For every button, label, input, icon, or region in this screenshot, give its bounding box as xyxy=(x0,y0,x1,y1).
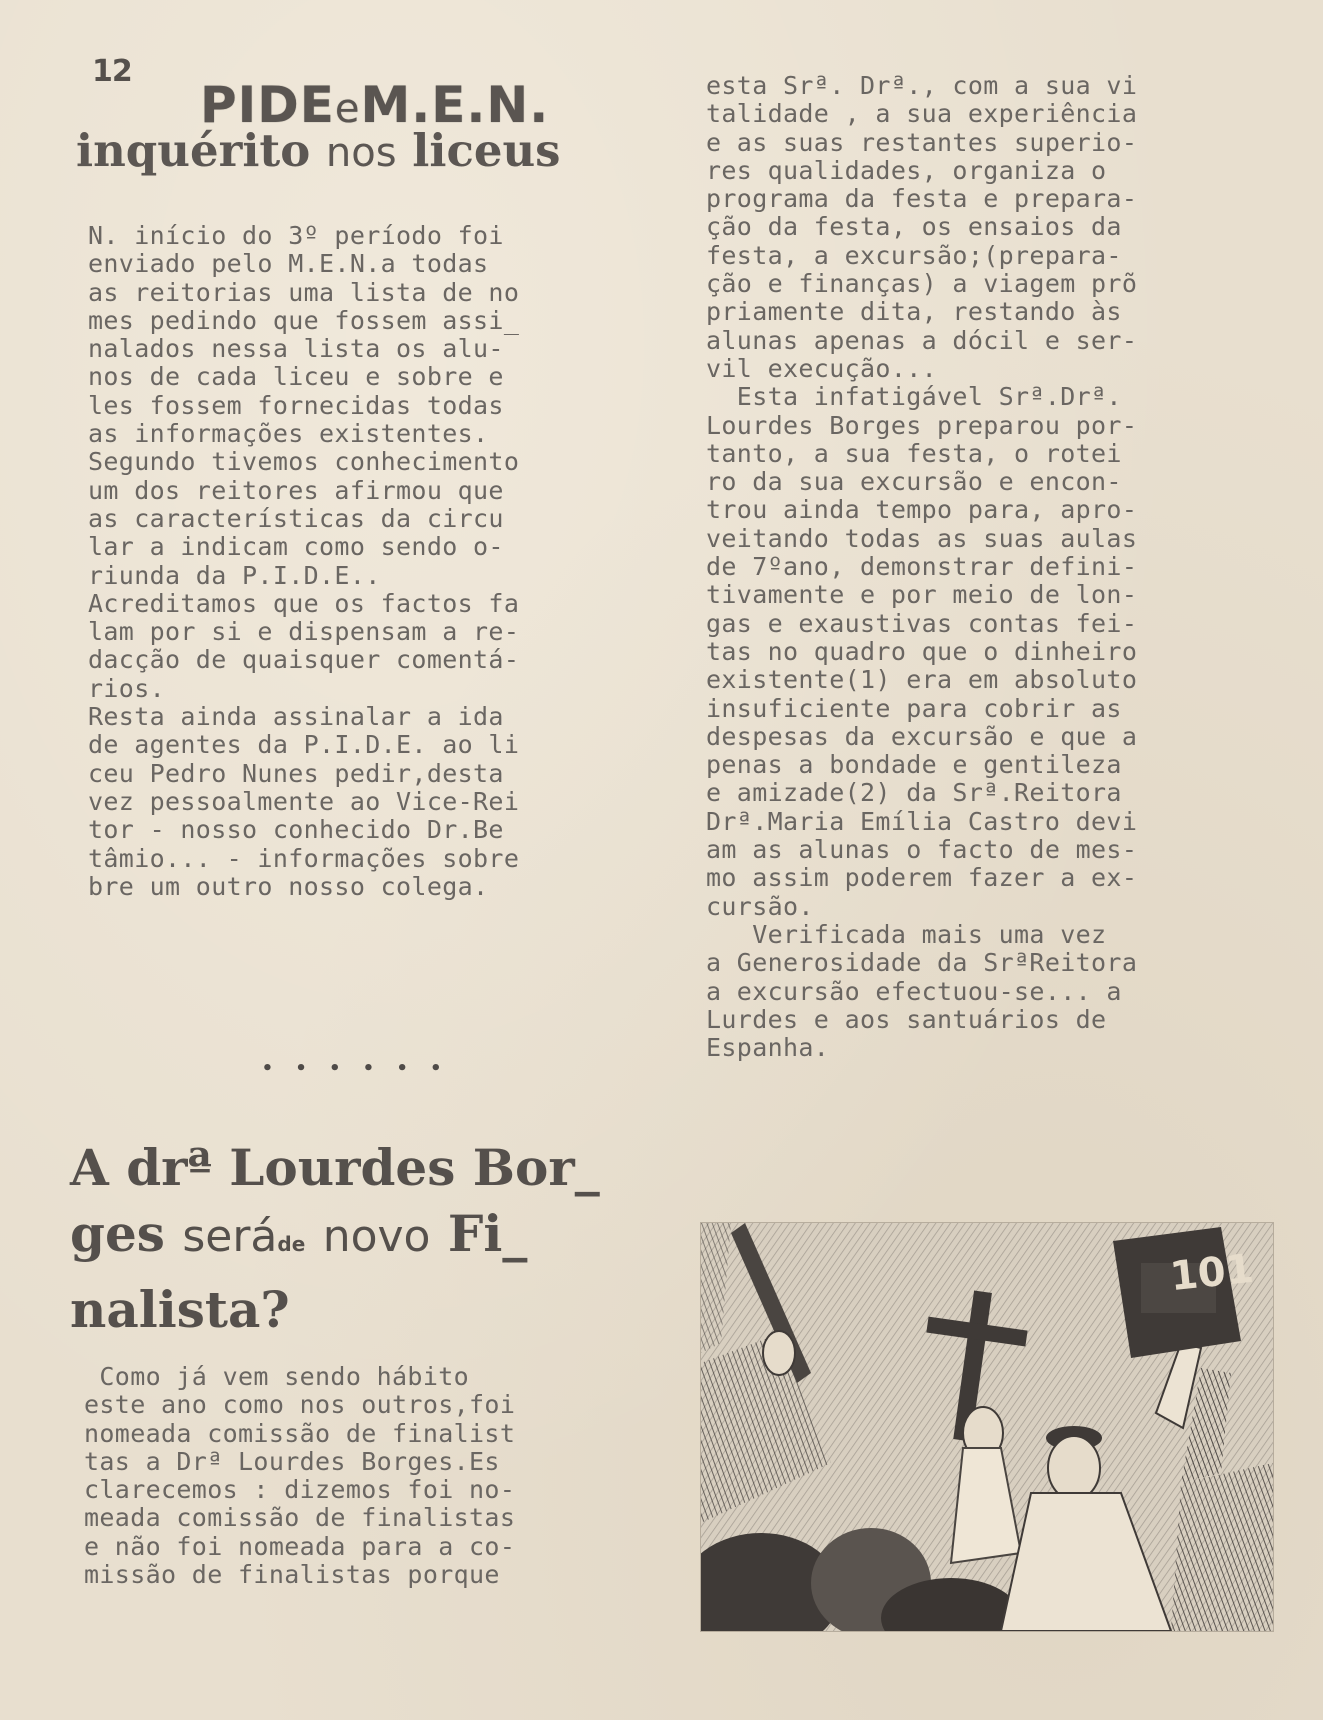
headline-word-liceus: liceus xyxy=(412,124,561,177)
article2-headline-line2-word3: de xyxy=(277,1232,306,1256)
headline-word-pide: PIDE xyxy=(200,76,335,134)
article2-headline-line2-word1: ges xyxy=(70,1204,165,1263)
article2-headline-line1: A drª Lourdes Bor_ xyxy=(70,1138,600,1197)
article2-body: Como já vem sendo hábito este ano como nos outros,foi nomeada comissão de finalist tas a Drª Lourdes Borges.Es clarecemos : dizemos foi no- meada comissão de finalistas e não foi nomeada para a co- missão de finalistas porque xyxy=(84,1362,516,1590)
article2-headline-line2-word2: será xyxy=(182,1211,278,1262)
article1-headline-line2 xyxy=(76,124,561,177)
section-separator: • • • • • • xyxy=(262,1058,448,1079)
article2-headline xyxy=(70,1135,600,1343)
article2-headline-line2-word4: novo xyxy=(322,1211,431,1262)
headline-word-men: M.E.N. xyxy=(360,76,550,134)
headline-word-inquerito: inquérito xyxy=(76,124,311,177)
article2-body-continued: esta Srª. Drª., com a sua vi talidade , a sua experiência e as suas restantes superio- res qualidades, organiza o programa da festa e prepara- ção da festa, os ensaios da festa, a excursão;(prepara- ção e finanças) a viagem prõ priamente dita, restando às alunas apenas a dócil e ser- vil execução... Esta infatigável Srª.Drª. Lourdes Borges preparou por- tanto, a sua festa, o rotei ro da sua excursão e encon- trou ainda tempo para, apro- veitando todas as suas aulas de 7ºano, demonstrar defini- tivamente e por meio de lon- gas e exaustivas contas fei- tas no quadro que o dinheiro existente(1) era em absoluto insuficiente para cobrir as despesas da excursão e que a penas a bondade e gentileza e amizade(2) da Srª.Reitora Drª.Maria Emília Castro devi am as alunas o facto de mes- mo assim poderem fazer a ex- cursão. Verificada mais uma vez a Generosidade da SrªReitora a excursão efectuou-se... a Lurdes e aos santuários de Espanha. xyxy=(706,71,1138,1063)
page-number: 12 xyxy=(92,54,132,89)
headline-word-nos: nos xyxy=(325,130,397,176)
article1-body: N. início do 3º período foi enviado pelo M.E.N.a todas as reitorias uma lista de no mes pedindo que fossem assi_ nalados nessa lista os alu- nos de cada liceu e sobre e les fossem fornecidas todas as informações existentes. Segundo tivemos conhecimento um dos reitores afirmou que as características da circu lar a indicam como sendo o- riunda da P.I.D.E.. Acreditamos que os factos fa lam por si e dispensam a re- dacção de quaisquer comentá- rios. Resta ainda assinalar a ida de agentes da P.I.D.E. ao li ceu Pedro Nunes pedir,desta vez pessoalmente ao Vice-Rei tor - nosso conhecido Dr.Be tâmio... - informações sobre bre um outro nosso colega. xyxy=(88,221,520,901)
headline-word-e: e xyxy=(334,86,361,132)
illustration-sign-text: 101 xyxy=(1167,1245,1256,1301)
article2-headline-line3: nalista? xyxy=(70,1280,290,1339)
article2-headline-line2-word5: Fi_ xyxy=(447,1204,528,1263)
